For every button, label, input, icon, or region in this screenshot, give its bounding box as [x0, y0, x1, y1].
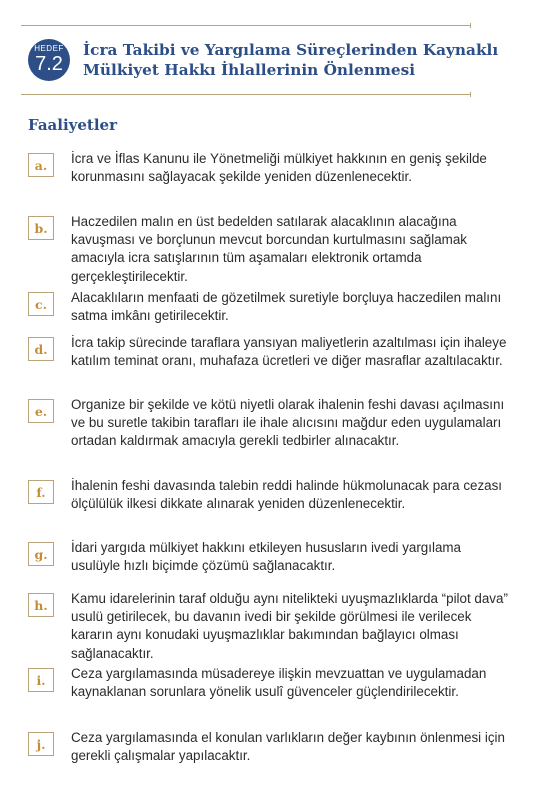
item-letter-box: g. [28, 542, 54, 566]
item-text: İdari yargıda mülkiyet hakkını etkileyen hususların ivedi yargılama usulüyle hızlı biçimde çözümü sağlanacaktır. [71, 540, 462, 574]
item-text: Ceza yargılamasında el konulan varlıkların değer kaybının önlenmesi için gerekli çalışmalar yapılacaktır. [71, 730, 505, 764]
item-text: İcra takip sürecinde taraflara yansıyan maliyetlerin azaltılması için ihaleye katılım teminat oranı, muhafaza ücretleri ve diğer masraflar azaltılacaktır. [71, 335, 507, 369]
item-text: Alacaklıların menfaati de gözetilmek suretiyle borçluya haczedilen malını satma imkânı getirilecektir. [71, 290, 502, 324]
item-text: Haczedilen malın en üst bedelden satılarak alacaklının alacağına kavuşması ve borçlunun mevcut borcundan kurtulmasını sağlamak amacıyla icra satışlarının tüm aşamaları elektronik ortamda gerçekleştirilecektir. [71, 214, 467, 284]
item-text: İhalenin feshi davasında talebin reddi halinde hükmolunacak para cezası ölçülülük ilkesi dikkate alınarak yeniden düzenlenecektir. [71, 478, 503, 512]
item-letter-box: b. [28, 216, 54, 240]
item-letter-box: e. [28, 399, 54, 423]
badge-label: HEDEF [34, 44, 64, 53]
item-letter-box: j. [28, 732, 54, 756]
item-letter-box: i. [28, 668, 54, 692]
badge-number: 7.2 [35, 53, 63, 75]
item-text: Ceza yargılamasında müsadereye ilişkin mevzuattan ve uygulamadan kaynaklanan sorunlara yönelik usulî güvenceler güçlendirilecektir. [71, 666, 487, 700]
target-badge [28, 39, 70, 81]
header-top-rule [21, 25, 470, 26]
item-letter-box: a. [28, 153, 54, 177]
section-title: Faaliyetler [28, 116, 117, 134]
item-letter-box: c. [28, 292, 54, 316]
header-bottom-rule [21, 94, 470, 95]
item-letter-box: f. [28, 480, 54, 504]
item-text: Kamu idarelerinin taraf olduğu aynı nitelikteki uyuşmazlıklarda “pilot dava” usulü getirilecek, bu davanın ivedi bir şekilde görülmesi ile verilecek kararın aynı konudaki uyuşmazlıklar bakımından bağlayıcı olması sağlanacaktır. [71, 591, 508, 661]
item-text: Organize bir şekilde ve kötü niyetli olarak ihalenin feshi davası açılmasını ve bu suretle takibin tarafları ile ihale alıcısını mağdur eden uygulamaları ortadan kaldırmak amacıyla gerekli tedbirler alınacaktır. [71, 397, 505, 449]
page-title: İcra Takibi ve Yargılama Süreçlerinden Kaynaklı Mülkiyet Hakkı İhlallerinin Önlenmesi [83, 41, 499, 79]
item-text: İcra ve İflas Kanunu ile Yönetmeliği mülkiyet hakkının en geniş şekilde korunmasını sağlayacak şekilde yeniden düzenlenecektir. [71, 151, 487, 185]
item-letter-box: d. [28, 337, 54, 361]
item-letter-box: h. [28, 593, 54, 617]
